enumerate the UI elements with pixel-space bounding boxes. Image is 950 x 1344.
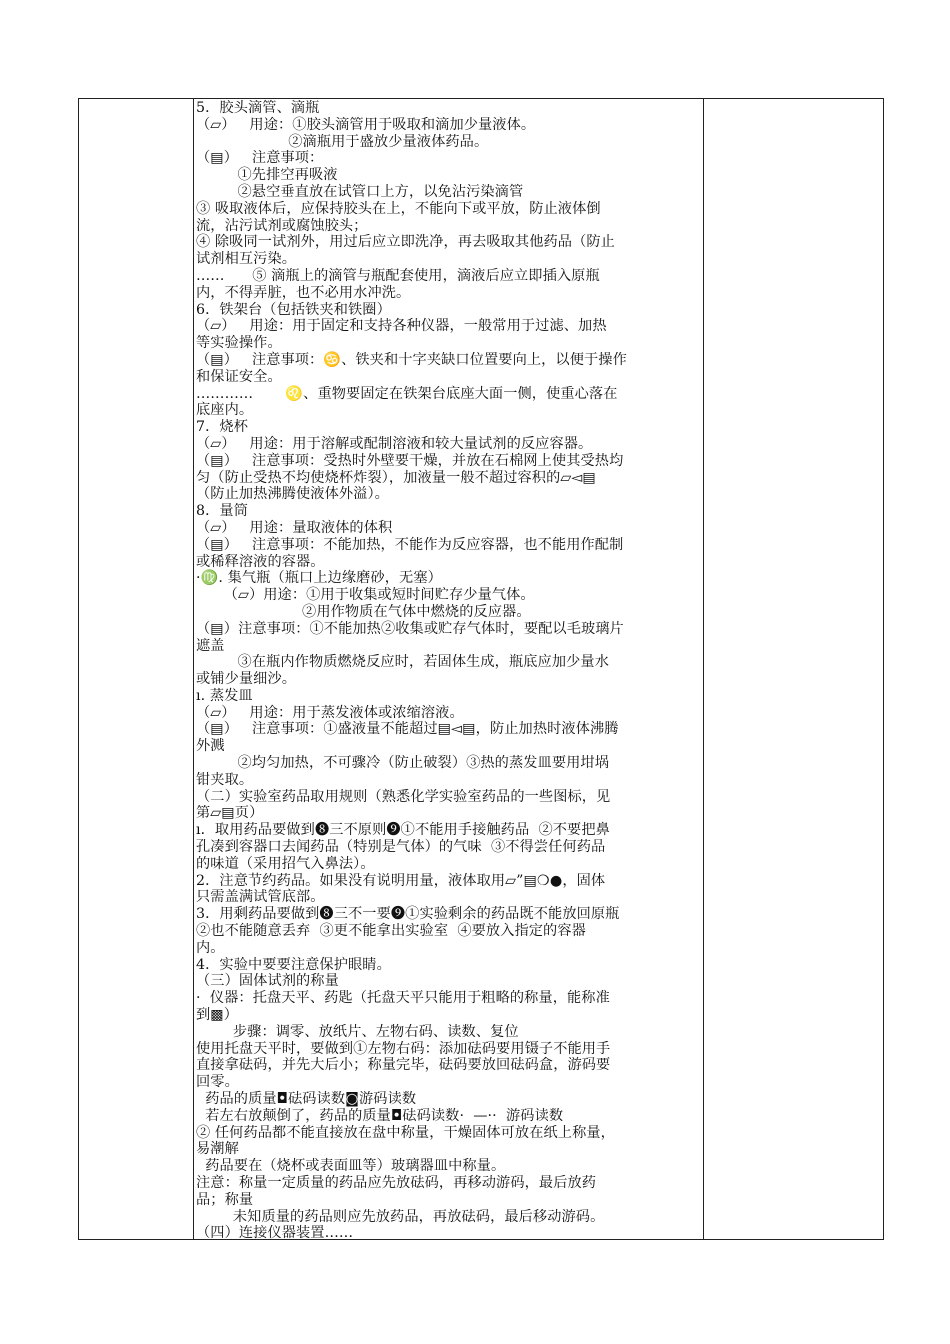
text-line: （▤） 注意事项：不能加热，不能作为反应容器，也不能用作配制 bbox=[196, 536, 624, 553]
text-line: 3．用剩药品要做到❽三不一要❾①实验剩余的药品既不能放回原瓶 bbox=[196, 906, 620, 923]
text-line: 4．实验中要要注意保护眼睛。 bbox=[196, 956, 391, 973]
text-line: ④ 除吸同一试剂外，用过后应立即洗净，再去吸取其他药品（防止 bbox=[196, 234, 615, 251]
column-divider-right bbox=[703, 99, 704, 1239]
text-line: （▱） 用途：量取液体的体积 bbox=[196, 519, 393, 536]
text-line: （▤） 注意事项：受热时外壁要干燥，并放在石棉网上使其受热均 bbox=[196, 452, 624, 469]
text-line: 的味道（采用招气入鼻法）。 bbox=[196, 855, 375, 872]
text-line: （三）固体试剂的称量 bbox=[196, 973, 339, 990]
text-line: 步骤：调零、放纸片、左物右码、读数、复位 bbox=[196, 1023, 519, 1040]
text-line: 试剂相互污染。 bbox=[196, 251, 297, 268]
text-line: （▤）注意事项：①不能加热②收集或贮存气体时，要配以毛玻璃片 bbox=[196, 620, 624, 637]
text-line: ②悬空垂直放在试管口上方，以免沾污染滴管 bbox=[196, 183, 524, 200]
text-line: ·♍. 集气瓶（瓶口上边缘磨砂，无塞） bbox=[196, 570, 442, 587]
text-line: 5．胶头滴管、滴瓶 bbox=[196, 100, 320, 116]
text-line: 孔凑到容器口去闻药品（特别是气体）的气味 ③不得尝任何药品 bbox=[196, 839, 606, 856]
text-line: 等实验操作。 bbox=[196, 335, 282, 352]
text-line: （▤） 注意事项： bbox=[196, 150, 324, 167]
text-line: …… ⑤ 滴瓶上的滴管与瓶配套使用，滴液后应立即插入原瓶 bbox=[196, 267, 600, 284]
text-line: 底座内。 bbox=[196, 402, 254, 419]
text-line: 只需盖满试管底部。 bbox=[196, 889, 325, 906]
text-line: ②滴瓶用于盛放少量液体药品。 bbox=[196, 133, 489, 150]
text-line: 注意：称量一定质量的药品应先放砝码，再移动游码，最后放药 bbox=[196, 1175, 597, 1191]
text-line: 药品要在（烧杯或表面皿等）玻璃器皿中称量。 bbox=[196, 1158, 506, 1175]
text-line: 7．烧杯 bbox=[196, 419, 248, 436]
text-line: （▱） 用途：①胶头滴管用于吸取和滴加少量液体。 bbox=[196, 116, 536, 133]
text-line: ② 任何药品都不能直接放在盘中称量，干燥固体可放在纸上称量， bbox=[196, 1124, 615, 1141]
text-line: （▱）用途：①用于收集或短时间贮存少量气体。 bbox=[196, 587, 535, 604]
text-line: 和保证安全。 bbox=[196, 368, 282, 385]
text-line: ①先排空再吸液 bbox=[196, 167, 338, 184]
text-line: 钳夹取。 bbox=[196, 771, 254, 788]
text-line: 遮盖 bbox=[196, 637, 225, 654]
text-line: 内，不得弄脏，也不必用水冲洗。 bbox=[196, 284, 411, 301]
text-line: 直接拿砝码，并先大后小；称量完毕，砝码要放回砝码盒，游码要 bbox=[196, 1057, 611, 1074]
text-line: 品；称量 bbox=[196, 1191, 254, 1208]
text-line: ı．取用药品要做到❽三不原则❾①不能用手接触药品 ②不要把鼻 bbox=[196, 822, 610, 839]
text-line: 到▩） bbox=[196, 1007, 239, 1024]
text-line: 药品的质量◘砝码读数◙游码读数 bbox=[196, 1091, 417, 1108]
text-line: （▤） 注意事项：①盛液量不能超过▤◅▤，防止加热时液体沸腾 bbox=[196, 721, 619, 738]
text-line: 内。 bbox=[196, 939, 225, 956]
text-line: 易潮解 bbox=[196, 1141, 239, 1158]
text-line: （▱） 用途：用于蒸发液体或浓缩溶液。 bbox=[196, 704, 464, 721]
text-line: 2．注意节约药品。如果没有说明用量，液体取用▱”▤❍●，固体 bbox=[196, 872, 606, 889]
text-line: ②均匀加热，不可骤冷（防止破裂）③热的蒸发皿要用坩埚 bbox=[196, 755, 609, 772]
text-line: 外溅 bbox=[196, 738, 225, 755]
document-body bbox=[196, 100, 696, 1242]
text-line: 流，沾污试剂或腐蚀胶头； bbox=[196, 217, 368, 234]
text-line: 或铺少量细沙。 bbox=[196, 671, 297, 688]
text-line: 6．铁架台（包括铁夹和铁圈） bbox=[196, 301, 391, 318]
text-line: （二）实验室药品取用规则（熟悉化学实验室药品的一些图标，见 bbox=[196, 788, 611, 805]
text-line: （▱） 用途：用于溶解或配制溶液和较大量试剂的反应容器。 bbox=[196, 435, 593, 452]
text-line: （四）连接仪器装置…… bbox=[196, 1225, 354, 1242]
text-line: 第▱▤页） bbox=[196, 805, 264, 822]
text-line: · 仪器：托盘天平、药匙（托盘天平只能用于粗略的称量，能称准 bbox=[196, 990, 610, 1007]
text-line: （防止加热沸腾使液体外溢）。 bbox=[196, 486, 389, 503]
text-line: 若左右放颠倒了，药品的质量◘砝码读数· —·· 游码读数 bbox=[196, 1107, 564, 1124]
text-line: 匀（防止受热不均使烧杯炸裂），加液量一般不超过容积的▱◅▤ bbox=[196, 469, 596, 486]
text-line: ı. 蒸发皿 bbox=[196, 687, 253, 704]
text-line: ③在瓶内作物质燃烧反应时，若固体生成，瓶底应加少量水 bbox=[196, 654, 609, 671]
text-line: （▱） 用途：用于固定和支持各种仪器，一般常用于过滤、加热 bbox=[196, 318, 607, 335]
text-line: ③ 吸取液体后，应保持胶头在上，不能向下或平放，防止液体倒 bbox=[196, 200, 601, 217]
text-line: 8．量筒 bbox=[196, 503, 248, 520]
text-line: ………… ♌、重物要固定在铁架台底座大面一侧，使重心落在 bbox=[196, 385, 618, 402]
text-line: 回零。 bbox=[196, 1074, 239, 1091]
text-line: 或稀释溶液的容器。 bbox=[196, 553, 325, 570]
text-line: （▤） 注意事项：♋、铁夹和十字夹缺口位置要向上，以便于操作 bbox=[196, 351, 627, 368]
column-divider-left bbox=[193, 99, 194, 1239]
text-line: ②也不能随意丢弃 ③更不能拿出实验室 ④要放入指定的容器 bbox=[196, 923, 586, 940]
text-line: 使用托盘天平时，要做到①左物右码：添加砝码要用镊子不能用手 bbox=[196, 1040, 611, 1057]
text-line: 未知质量的药品则应先放药品，再放砝码，最后移动游码。 bbox=[196, 1208, 605, 1225]
text-line: ②用作物质在气体中燃烧的反应器。 bbox=[196, 603, 531, 620]
